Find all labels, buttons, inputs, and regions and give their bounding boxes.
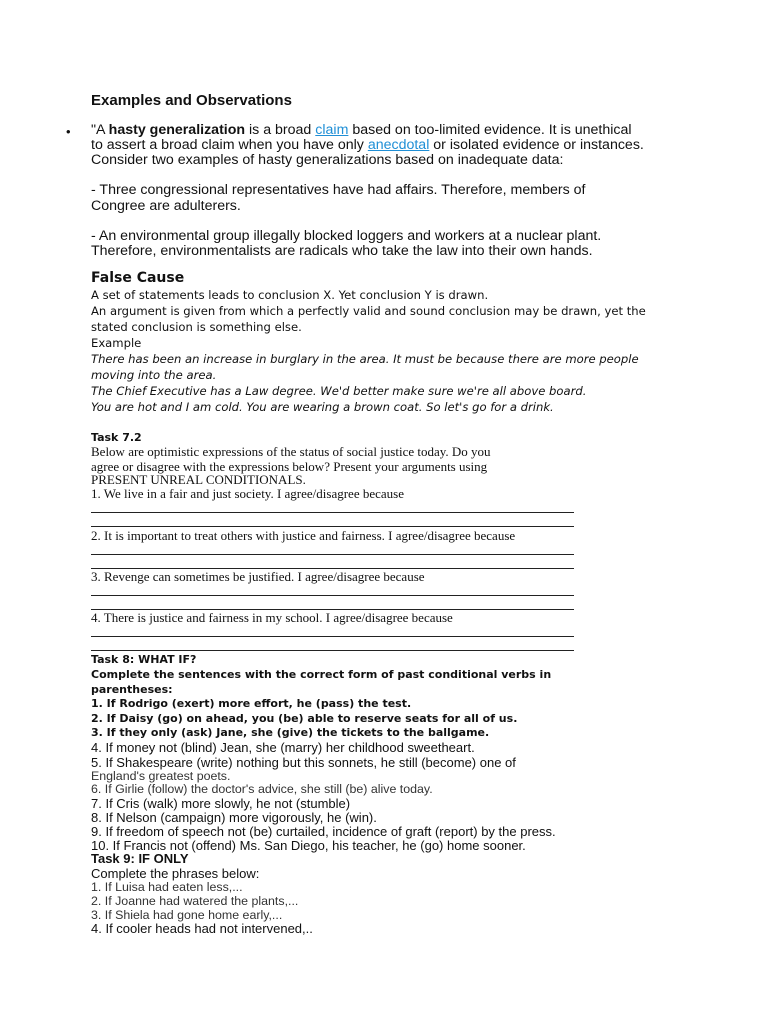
section-heading: Examples and Observations — [91, 92, 292, 109]
false-cause-title: False Cause — [91, 270, 185, 286]
false-cause-line-2: An argument is given from which a perfectly valid and sound conclusion may be drawn, yet the — [91, 304, 646, 318]
task-8-instruction-1: Complete the sentences with the correct form of past conditional verbs in — [91, 668, 552, 681]
task-8-item-6: 6. If Girlie (follow) the doctor's advice, she still (be) alive today. — [91, 782, 433, 796]
task-7-item-3: 3. Revenge can sometimes be justified. I agree/disagree because — [91, 569, 425, 584]
answer-line — [91, 595, 574, 596]
task-8-item-5b: England's greatest poets. — [91, 769, 231, 783]
task-7-intro-1: Below are optimistic expressions of the status of social justice today. Do you — [91, 444, 491, 459]
task-8-item-4: 4. If money not (blind) Jean, she (marry) her childhood sweetheart. — [91, 740, 475, 755]
task-8-title: Task 8: WHAT IF? — [91, 653, 197, 666]
false-cause-line-3: stated conclusion is something else. — [91, 320, 302, 334]
task-7-intro-2: agree or disagree with the expressions below? Present your arguments using — [91, 459, 488, 474]
task-9-instruction: Complete the phrases below: — [91, 866, 260, 881]
task-7-item-2: 2. It is important to treat others with justice and fairness. I agree/disagree because — [91, 528, 516, 543]
task-8-item-5a: 5. If Shakespeare (write) nothing but this sonnets, he still (become) one of — [91, 755, 516, 770]
example-2-line-2: Therefore, environmentalists are radicals who take the law into their own hands. — [91, 243, 593, 259]
task-8-item-2: 2. If Daisy (go) on ahead, you (be) able to reserve seats for all of us. — [91, 712, 518, 725]
task-7-item-1: 1. We live in a fair and just society. I agree/disagree because — [91, 486, 404, 501]
example-1-line-2: Congree are adulterers. — [91, 198, 241, 214]
false-cause-example-2: The Chief Executive has a Law degree. We'd better make sure we're all above board. — [91, 384, 587, 398]
false-cause-example-3: You are hot and I am cold. You are wearing a brown coat. So let's go for a drink. — [91, 400, 554, 414]
task-7-intro-3: PRESENT UNREAL CONDITIONALS. — [91, 472, 306, 487]
answer-line — [91, 512, 574, 513]
paragraph-line-2: to assert a broad claim when you have only anecdotal or isolated evidence or instances. — [91, 137, 644, 153]
task-9-item-4: 4. If cooler heads had not intervened,.. — [91, 921, 313, 936]
task-8-item-9: 9. If freedom of speech not (be) curtailed, incidence of graft (report) by the press. — [91, 824, 556, 839]
task-9-item-2: 2. If Joanne had watered the plants,... — [91, 894, 299, 908]
task-8-instruction-2: parentheses: — [91, 683, 173, 696]
anecdotal-link[interactable]: anecdotal — [367, 137, 430, 153]
answer-line — [91, 554, 574, 555]
paragraph-line-1: "A hasty generalization is a broad claim based on too-limited evidence. It is unethical — [91, 122, 632, 138]
example-1-line-1: - Three congressional representatives have had affairs. Therefore, members of — [91, 182, 586, 198]
task-9-item-1: 1. If Luisa had eaten less,... — [91, 880, 243, 894]
task-8-item-1: 1. If Rodrigo (exert) more effort, he (pass) the test. — [91, 697, 412, 710]
task-8-item-7: 7. If Cris (walk) more slowly, he not (stumble) — [91, 796, 351, 811]
claim-link[interactable]: claim — [315, 122, 349, 138]
answer-line — [91, 526, 574, 527]
bullet-marker: • — [66, 124, 71, 139]
task-8-item-8: 8. If Nelson (campaign) more vigorously, he (win). — [91, 810, 377, 825]
false-cause-example-1b: moving into the area. — [91, 368, 217, 382]
answer-line — [91, 650, 574, 651]
false-cause-line-1: A set of statements leads to conclusion X. Yet conclusion Y is drawn. — [91, 288, 489, 302]
task-8-item-3: 3. If they only (ask) Jane, she (give) the tickets to the ballgame. — [91, 726, 490, 739]
false-cause-example-1a: There has been an increase in burglary in the area. It must be because there are more people — [91, 352, 639, 366]
paragraph-line-3: Consider two examples of hasty generalizations based on inadequate data: — [91, 152, 564, 168]
example-label: Example — [91, 336, 142, 350]
term-hasty-generalization: hasty generalization — [108, 122, 246, 138]
task-9-item-3: 3. If Shiela had gone home early,... — [91, 908, 283, 922]
task-9-title: Task 9: IF ONLY — [91, 851, 189, 866]
task-8-item-10: 10. If Francis not (offend) Ms. San Diego, his teacher, he (go) home sooner. — [91, 838, 526, 853]
task-7-title: Task 7.2 — [91, 431, 142, 444]
example-2-line-1: - An environmental group illegally blocked loggers and workers at a nuclear plant. — [91, 228, 602, 244]
task-7-item-4: 4. There is justice and fairness in my school. I agree/disagree because — [91, 610, 453, 625]
answer-line — [91, 636, 574, 637]
